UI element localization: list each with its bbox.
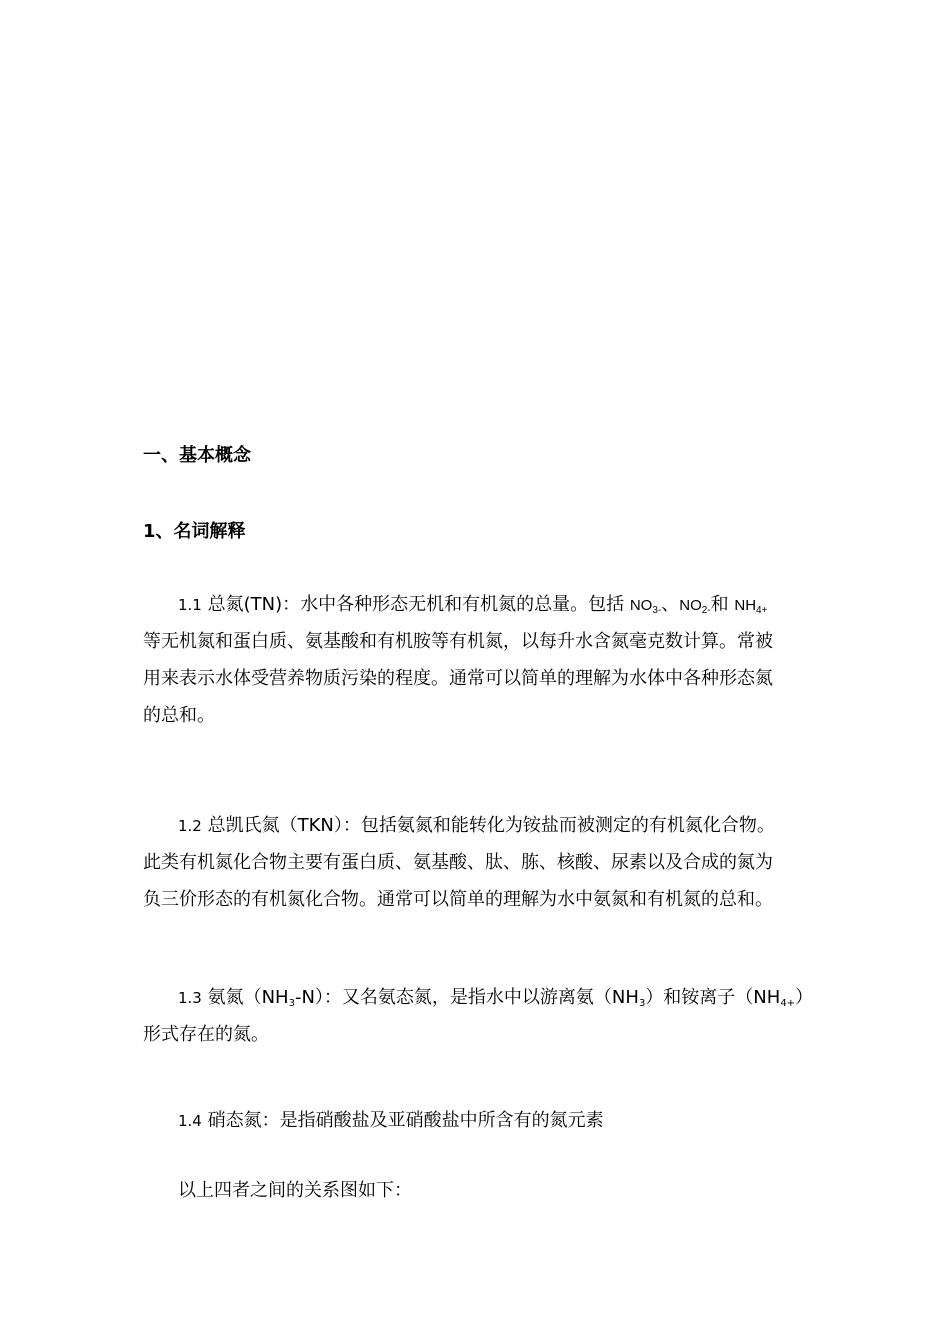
item-number: 1.2 [178, 817, 202, 835]
paragraph-line: 负三价形态的有机氮化合物。通常可以简单的理解为水中氨氮和有机氮的总和。 [143, 889, 773, 910]
paragraph-line: 形式存在的氮。 [143, 1024, 269, 1045]
paragraph-line: 此类有机氮化合物主要有蛋白质、氨基酸、肽、胨、核酸、尿素以及合成的氮为 [143, 852, 773, 873]
formula-ammonium: $NH_{4+}$ [734, 597, 768, 616]
definition-nitrate-nitrogen [143, 1102, 815, 1139]
text-run: 、 [661, 594, 680, 615]
definition-ammonia-nitrogen [143, 979, 815, 1053]
text-run: 总凯氏氮（TKN）：包括氨氮和能转化为铵盐而被测定的有机氮化合物。 [207, 815, 775, 836]
paragraph-line [143, 807, 815, 844]
text-run: 氨氮（NH [207, 987, 289, 1008]
item-number: 1.3 [178, 989, 202, 1007]
item-number: 1.1 [178, 596, 202, 614]
paragraph-line: 的总和。 [143, 705, 215, 726]
item-number: 1.4 [178, 1112, 202, 1130]
paragraph-line: 等无机氮和蛋白质、氨基酸和有机胺等有机氮，以每升水含氮毫克数计算。常被 [143, 631, 773, 652]
definition-total-nitrogen [143, 586, 815, 734]
paragraph-line: 以上四者之间的关系图如下： [178, 1180, 412, 1201]
paragraph-line: 用来表示水体受营养物质污染的程度。通常可以简单的理解为水体中各种形态氮 [143, 668, 773, 689]
text-run: 和 [710, 594, 735, 615]
subscript: 3 [288, 998, 295, 1009]
section-heading: 一、基本概念 [143, 445, 251, 466]
text-run: 硝态氮：是指硝酸盐及亚硝酸盐中所含有的氮元素 [207, 1110, 604, 1131]
subsection-heading: 1、名词解释 [143, 521, 246, 542]
text-run: 总氮(TN)：水中各种形态无机和有机氮的总量。包括 [207, 594, 630, 615]
formula-nitrate: $NO_{3-}$ [629, 597, 662, 616]
text-run: ） [795, 987, 814, 1008]
paragraph-line [143, 586, 815, 623]
paragraph-line [143, 1102, 815, 1139]
subscript: 3 [638, 998, 646, 1009]
paragraph-line [143, 979, 815, 1016]
text-run: -N）：又名氨态氮，是指水中以游离氨（NH [294, 987, 639, 1008]
text-run: ）和铵离子（NH [645, 987, 781, 1008]
closing-sentence [143, 1172, 815, 1209]
formula-nitrite: $NO_{2-}$ [679, 597, 711, 616]
definition-total-kjeldahl-nitrogen [143, 807, 815, 918]
subscript: 4+ [780, 998, 796, 1009]
